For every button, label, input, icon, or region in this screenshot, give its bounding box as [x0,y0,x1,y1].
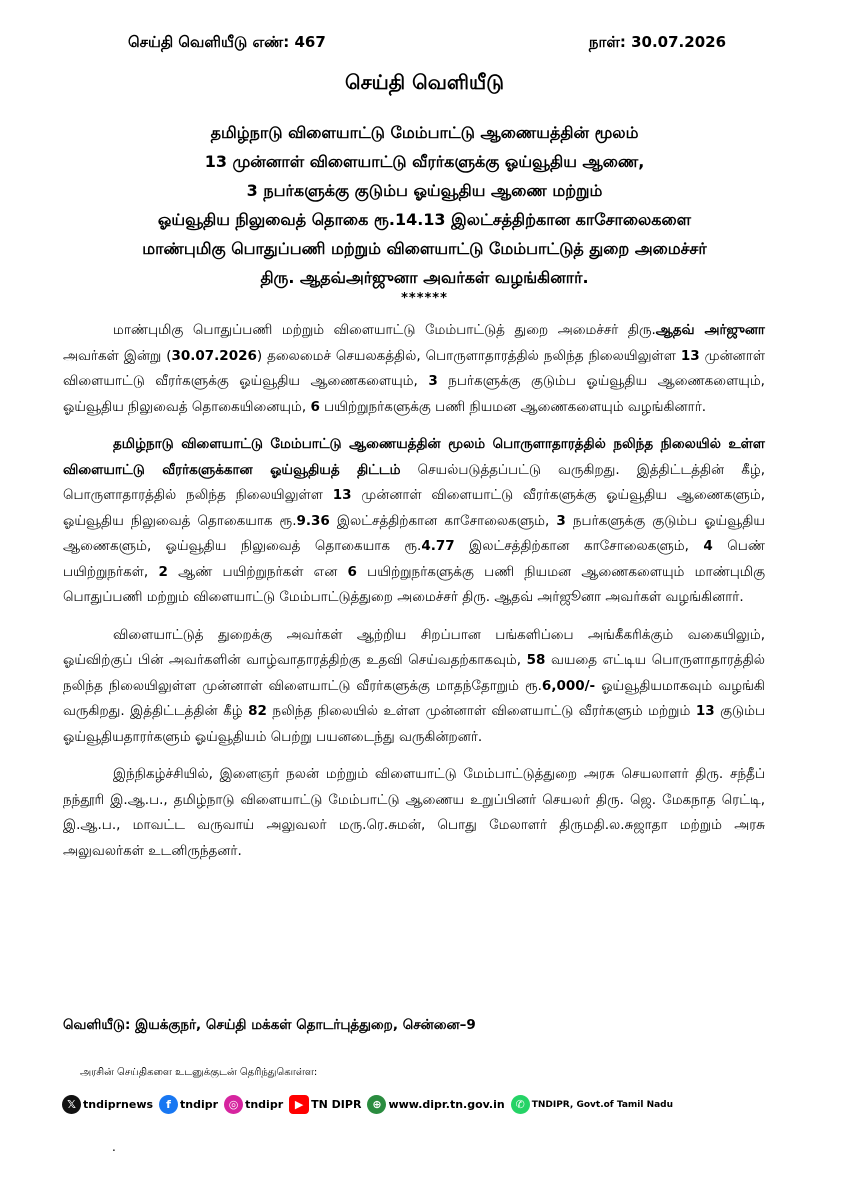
social-youtube-label: TN DIPR [311,1098,362,1111]
count: 6 [310,398,320,415]
count: 13 [695,703,715,719]
scheme-name: தமிழ்நாடு விளையாட்டு மேம்பாட்டு ஆணையத்தின் மூலம் பொருளாதாரத்தில் நலிந்த நிலையில் உள்ள விளையாட்டு வீரர்களுக்கான ஓய்வூதியத் திட்டம் [63,436,765,478]
count: 13 [680,347,700,364]
text-run: செயல்படுத்தப்பட்டு வருகிறது. இத்திட்டத்தின் கீழ், பொருளாதாரத்தில் நலிந்த நிலையிலுள்ள [63,461,765,503]
count: 13 [332,487,352,503]
count: 82 [248,703,267,719]
separator: ****** [401,291,448,306]
text-run: முன்னாள் விளையாட்டு வீரர்களுக்கு ஓய்வூதிய ஆணைகளும், ஓய்வூதிய நிலுவைத் தொகையாக ரூ. [63,487,765,529]
text-run: பயிற்றுநர்களுக்கு பணி நியமன ஆணைகளையும் வழங்கினார். [319,398,707,415]
page-title: செய்தி வெளியீடு [345,70,504,94]
globe-icon: ⊕ [367,1095,386,1114]
release-date: நாள்: 30.07.2026 [588,33,726,51]
amount: 6,000/- [541,677,596,694]
age: 58 [526,652,546,668]
subheading-line: 3 நபர்களுக்கு குடும்ப ஓய்வூதிய ஆணை மற்றும் [246,181,603,200]
amount: 9.36 [296,512,330,529]
release-by: வெளியீடு: இயக்குநர், செய்தி மக்கள் தொடர்புத்துறை, சென்னை–9 [63,1017,476,1033]
social-x[interactable] [62,1095,153,1114]
social-website-label: www.dipr.tn.gov.in [388,1098,505,1111]
text-run: நலிந்த நிலையில் உள்ள முன்னாள் விளையாட்டு வீரர்களும் மற்றும் [266,703,696,719]
subheading-line: திரு. ஆதவ்அர்ஜுனா அவர்கள் வழங்கினார். [260,268,589,287]
paragraph-4: இந்நிகழ்ச்சியில், இளைஞர் நலன் மற்றும் விளையாட்டு மேம்பாட்டுத்துறை அரசு செயலாளர் திரு. சந்தீப் நந்தூரி இ.ஆ.ப., தமிழ்நாடு விளையாட்டு மேம்பாட்டு ஆணைய உறுப்பினர் செயலர் திரு. ஜெ. மேகநாத ரெட்டி, இ.ஆ.ப., மாவட்ட வருவாய் அலுவலர் மரு.ரெ.சுமன், பொது மேலாளர் திருமதி.ல.சுஜாதா மற்றும் அரசு அலுவலர்கள் உடனிருந்தனர். [63,766,765,859]
text-run: நபர்களுக்கு குடும்ப ஓய்வூதிய ஆணைகளையும், ஓய்வூதிய நிலுவைத் தொகையினையும், [63,373,765,415]
text-run: குடும்ப ஓய்வூதியதாரர்களும் ஓய்வூதியம் பெற்று பயனடைந்து வருகின்றனர். [63,703,765,745]
text-run: பெண் பயிற்றுநர்கள், [63,538,765,580]
social-website[interactable] [367,1095,504,1114]
event-date: 30.07.2026 [171,347,257,364]
trailing-mark: . [112,1140,116,1154]
social-x-label: tndiprnews [83,1098,154,1111]
text-run: ) தலைமைச் செயலகத்தில், பொருளாதாரத்தில் நலிந்த நிலையிலுள்ள [256,347,681,364]
count: 4 [703,538,713,554]
text-run: இலட்சத்திற்கான காசோலைகளும், [454,538,704,554]
text-run: முன்னாள் விளையாட்டு வீரர்களுக்கு ஓய்வூதிய ஆணைகளையும், [63,347,766,389]
amount: 4.77 [421,538,455,554]
social-youtube[interactable] [289,1095,361,1114]
count: 2 [158,563,168,580]
text-run: நபர்களுக்கு குடும்ப ஓய்வூதிய ஆணைகளும், ஓய்வூதிய நிலுவைத் தொகையாக ரூ. [63,512,765,554]
text-run: வயதை எட்டிய பொருளாதாரத்தில் நலிந்த நிலையிலுள்ள முன்னாள் விளையாட்டு வீரர்களுக்கு மாதந்தோறும் ரூ. [63,652,765,694]
subheading [60,118,789,292]
social-whatsapp-label: TNDIPR, Govt.of Tamil Nadu [531,1099,674,1110]
social-facebook[interactable] [159,1095,218,1114]
social-facebook-label: tndipr [180,1098,219,1111]
social-whatsapp[interactable] [511,1095,673,1114]
whatsapp-icon: ✆ [511,1095,530,1114]
count: 6 [347,563,357,580]
text-run: இலட்சத்திற்கான காசோலைகளும், [329,512,557,529]
paragraph-1 [63,318,765,420]
social-instagram-label: tndipr [245,1098,284,1111]
text-run: ஓய்வூதியமாகவும் வழங்கி வருகிறது. இத்திட்டத்தின் கீழ் [63,677,765,719]
subheading-line: ஓய்வூதிய நிலுவைத் தொகை ரூ.14.13 இலட்சத்திற்கான காசோலைகளை [157,210,692,229]
minister-name: ஆதவ் அர்ஜுனா [655,322,765,338]
instagram-icon: ◎ [224,1095,243,1114]
facebook-icon: f [159,1095,178,1114]
subheading-line: தமிழ்நாடு விளையாட்டு மேம்பாட்டு ஆணையத்தின் மூலம் [210,123,639,142]
follow-text: அரசின் செய்திகளை உடனுக்குடன் தெரிந்துகொள்ள: [80,1067,318,1078]
social-links [62,1095,802,1114]
text-run: பயிற்றுநர்களுக்கு பணி நியமன ஆணைகளையும் மாண்புமிகு பொதுப்பணி மற்றும் விளையாட்டு மேம்பாட்டுத்துறை அமைச்சர் திரு. ஆதவ் அர்ஜூனா அவர்கள் வழங்கினார். [63,563,765,605]
count: 3 [556,512,566,529]
paragraph-3 [63,623,765,751]
count: 3 [428,373,438,389]
article-body [63,318,765,876]
text-run: மாண்புமிகு பொதுப்பணி மற்றும் விளையாட்டு மேம்பாட்டுத் துறை அமைச்சர் திரு. [113,322,656,338]
x-icon: 𝕏 [62,1095,81,1114]
subheading-line: மாண்புமிகு பொதுப்பணி மற்றும் விளையாட்டு மேம்பாட்டுத் துறை அமைச்சர் [142,239,707,258]
subheading-line: 13 முன்னாள் விளையாட்டு வீரர்களுக்கு ஓய்வூதிய ஆணை, [204,152,645,171]
paragraph-2 [63,432,765,611]
release-number: செய்தி வெளியீடு எண்: 467 [128,33,326,51]
text-run: விளையாட்டுத் துறைக்கு அவர்கள் ஆற்றிய சிறப்பான பங்களிப்பை அங்கீகரிக்கும் வகையிலும், ஓய்விற்குப் பின் அவர்களின் வாழ்வாதாரத்திற்கு உதவி செய்வதற்காகவும், [63,626,765,668]
text-run: ஆண் பயிற்றுநர்கள் என [167,563,348,580]
text-run: அவர்கள் இன்று ( [63,347,172,364]
youtube-icon: ▶ [289,1095,309,1114]
social-instagram[interactable] [224,1095,283,1114]
